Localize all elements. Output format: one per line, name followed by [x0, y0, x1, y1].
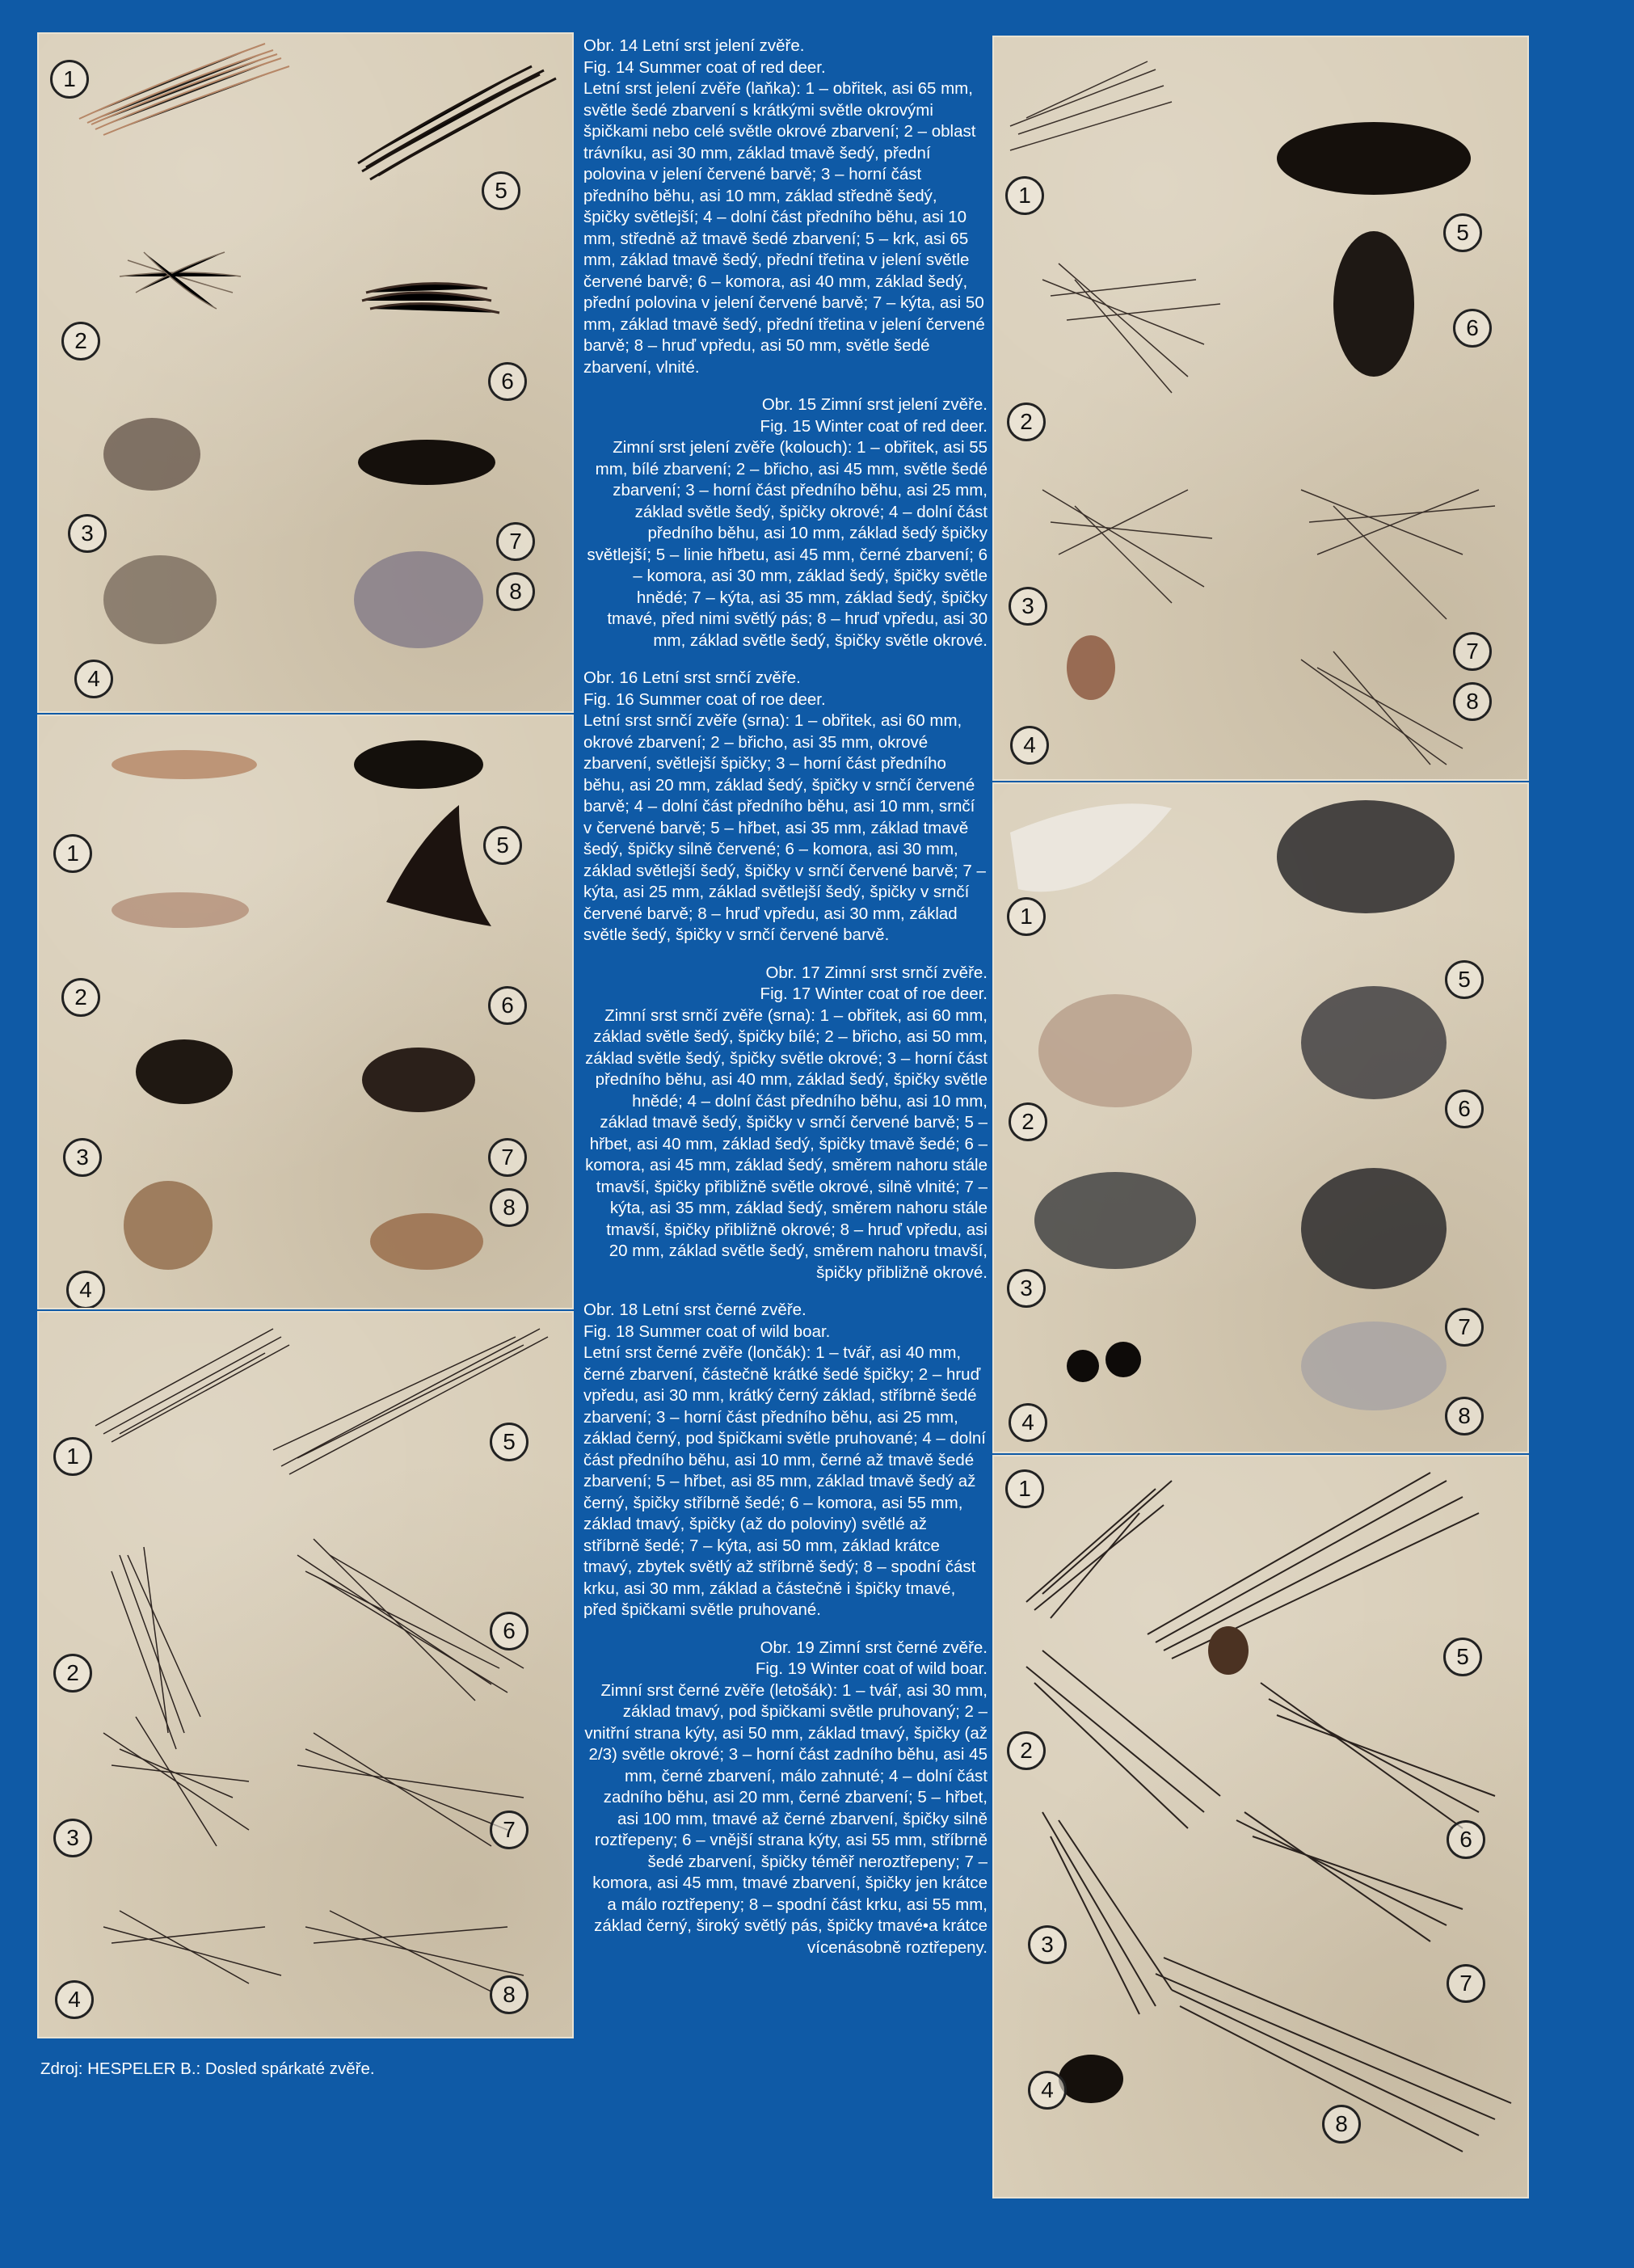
hair-samples-fig18 — [39, 1313, 574, 2038]
caption-title-cz: Obr. 17 Zimní srst srnčí zvěře. — [765, 963, 988, 982]
marker-8: 8 — [490, 1188, 529, 1227]
caption-fig15 — [583, 394, 988, 651]
marker-3: 3 — [63, 1138, 102, 1177]
marker-3: 3 — [53, 1819, 92, 1857]
marker-2: 2 — [1009, 1102, 1047, 1141]
caption-title-en: Fig. 18 Summer coat of wild boar. — [583, 1322, 831, 1341]
marker-3: 3 — [1009, 587, 1047, 626]
marker-5: 5 — [483, 826, 522, 865]
marker-3: 3 — [68, 514, 107, 553]
marker-2: 2 — [61, 322, 100, 360]
marker-3: 3 — [1007, 1269, 1046, 1308]
figure-14-photo — [37, 32, 574, 713]
marker-2: 2 — [1007, 1731, 1046, 1770]
caption-body: Letní srst jelení zvěře (laňka): 1 – obřitek, asi 65 mm, světle šedé zbarvení s krátkými světle okrovými špičkami nebo celé světle okrové zbarvení; 2 – oblast trávníku, asi 30 mm, základ tmavě šedý, přední polovina v jelení červené barvě; 3 – horní část předního běhu, asi 10 mm, základ středně šedý, špičky světlejší; 4 – dolní část předního běhu, asi 10 mm, středně až tmavě šedé zbarvení; 5 – krk, asi 65 mm, základ tmavě šedý, přední třetina v jelení světle červené barvě; 6 – komora, asi 40 mm, základ šedý, přední polovina v jelení červené barvě; 7 – kýta, asi 50 mm, základ tmavě šedý, přední třetina v jelení červené barvě; 8 – hruď vpředu, asi 50 mm, světle šedé zbarvení, vlnité. — [583, 79, 985, 377]
caption-body: Zimní srst černé zvěře (letošák): 1 – tvář, asi 30 mm, základ tmavý, pod špičkami světle pruhovaný; 2 – vnitřní strana kýty, asi 50 mm, základ tmavý, špičky (až 2/3) světle okrové; 3 – horní část zadního běhu, asi 45 mm, černé zbarvení, málo zahnuté; 4 – dolní část zadního běhu, asi 20 mm, černé zbarvení; 5 – hřbet, asi 100 mm, tmavé až černé zbarvení, špičky silně roztřepeny; 6 – vnější strana kýty, asi 55 mm, stříbrně šedé zbarvení, špičky téměř neroztřepeny; 7 – komora, asi 45 mm, tmavé zbarvení, špičky jen krátce a málo roztřepeny; 8 – spodní část krku, asi 55 mm, základ černý, široký světlý pás, špičky tmavé•a krátce vícenásobně roztřepeny. — [584, 1680, 988, 1957]
marker-6: 6 — [490, 1612, 529, 1650]
figure-19-photo — [992, 1455, 1529, 2198]
marker-2: 2 — [53, 1654, 92, 1693]
marker-6: 6 — [1445, 1090, 1484, 1128]
figure-16-photo — [37, 715, 574, 1309]
marker-1: 1 — [1007, 897, 1046, 936]
marker-7: 7 — [488, 1138, 527, 1177]
marker-4: 4 — [1010, 726, 1049, 765]
figure-15-photo — [992, 36, 1529, 781]
figure-18-photo — [37, 1311, 574, 2038]
marker-5: 5 — [1443, 213, 1482, 252]
marker-8: 8 — [496, 572, 535, 611]
marker-8: 8 — [1322, 2105, 1361, 2144]
marker-4: 4 — [55, 1980, 94, 2019]
marker-2: 2 — [1007, 403, 1046, 441]
marker-6: 6 — [1447, 1820, 1485, 1859]
marker-8: 8 — [1453, 682, 1492, 721]
caption-column — [583, 36, 988, 1975]
marker-5: 5 — [1445, 960, 1484, 999]
marker-1: 1 — [53, 1437, 92, 1476]
caption-fig14 — [583, 36, 988, 378]
caption-fig16 — [583, 668, 988, 946]
caption-title-en: Fig. 15 Winter coat of red deer. — [760, 416, 988, 436]
caption-title-en: Fig. 14 Summer coat of red deer. — [583, 57, 826, 77]
caption-fig18 — [583, 1300, 988, 1621]
marker-1: 1 — [1005, 1469, 1044, 1508]
caption-title-cz: Obr. 19 Zimní srst černé zvěře. — [760, 1638, 988, 1657]
marker-4: 4 — [66, 1271, 105, 1309]
marker-7: 7 — [1453, 632, 1492, 671]
marker-4: 4 — [1028, 2071, 1067, 2110]
marker-4: 4 — [74, 660, 113, 698]
marker-6: 6 — [1453, 309, 1492, 348]
marker-1: 1 — [50, 60, 89, 99]
marker-6: 6 — [488, 362, 527, 401]
caption-title-en: Fig. 16 Summer coat of roe deer. — [583, 689, 826, 709]
figure-17-photo — [992, 782, 1529, 1453]
caption-title-cz: Obr. 14 Letní srst jelení zvěře. — [583, 36, 805, 55]
caption-body: Letní srst srnčí zvěře (srna): 1 – obřitek, asi 60 mm, okrové zbarvení; 2 – břicho, asi 35 mm, okrové zbarvení, světlejší špičky; 3 – horní část předního běhu, asi 20 mm, základ šedý, špičky v srnčí červené barvě; 4 – dolní část předního běhu, asi 10 mm, srnčí v červené barvě; 5 – hřbet, asi 35 mm, základ tmavě šedý, špičky silně červené; 6 – komora, asi 30 mm, základ světlejší šedý, špičky v srnčí červené barvě; 7 – kýta, asi 25 mm, základ světlejší šedý, špičky v srnčí červené barvě; 8 – hruď vpředu, asi 30 mm, základ světle šedý, špičky v srnčí červené barvě. — [583, 711, 986, 944]
caption-fig17 — [583, 963, 988, 1284]
marker-8: 8 — [1445, 1397, 1484, 1435]
marker-2: 2 — [61, 978, 100, 1017]
marker-8: 8 — [490, 1975, 529, 2014]
source-credit: Zdroj: HESPELER B.: Dosled spárkaté zvěře. — [40, 2059, 375, 2078]
caption-title-cz: Obr. 15 Zimní srst jelení zvěře. — [761, 395, 988, 414]
marker-5: 5 — [490, 1423, 529, 1461]
marker-1: 1 — [53, 834, 92, 873]
caption-body: Letní srst černé zvěře (lončák): 1 – tvář, asi 40 mm, černé zbarvení, částečně krátké šedé špičky; 2 – hruď vpředu, asi 30 mm, krátký černý základ, stříbrně šedé zbarvení; 3 – horní část předního běhu, asi 25 mm, základ černý, pod špičkami světle pruhované; 4 – dolní část předního běhu, asi 10 mm, černé až tmavě šedé zbarvení; 5 – hřbet, asi 85 mm, základ tmavě šedý až černý, špičky stříbrně šedé; 6 – komora, asi 55 mm, základ tmavý, špičky (až do poloviny) světlé až stříbrně šedé; 7 – kýta, asi 50 mm, základ krátce tmavý, zbytek světlý až stříbrně šedý; 8 – spodní část krku, asi 30 mm, základ a částečně i špičky tmavé, před špičkami světle pruhované. — [583, 1343, 986, 1619]
marker-5: 5 — [482, 171, 520, 210]
marker-4: 4 — [1009, 1403, 1047, 1442]
marker-3: 3 — [1028, 1925, 1067, 1964]
marker-7: 7 — [496, 522, 535, 561]
caption-title-cz: Obr. 18 Letní srst černé zvěře. — [583, 1301, 806, 1319]
caption-title-en: Fig. 17 Winter coat of roe deer. — [760, 984, 988, 1003]
marker-7: 7 — [1445, 1308, 1484, 1347]
marker-7: 7 — [490, 1811, 529, 1849]
caption-body: Zimní srst jelení zvěře (kolouch): 1 – obřitek, asi 55 mm, bílé zbarvení; 2 – břicho, asi 45 mm, světle šedé zbarvení; 3 – horní část předního běhu, asi 25 mm, základ světle šedý, špičky okrové; 4 – dolní část předního běhu, asi 10 mm, základ šedý špičky světlejší; 5 – linie hřbetu, asi 45 mm, černé zbarvení; 6 – komora, asi 30 mm, základ šedý, špičky světle hnědé; 7 – kýta, asi 35 mm, základ šedý, špičky tmavé, před nimi světlý pás; 8 – hruď vpředu, asi 30 mm, základ světle šedý, špičky světle okrové. — [587, 438, 988, 650]
caption-fig19 — [583, 1638, 988, 1959]
marker-5: 5 — [1443, 1638, 1482, 1676]
hair-samples-fig15 — [994, 37, 1529, 781]
marker-1: 1 — [1005, 176, 1044, 215]
caption-body: Zimní srst srnčí zvěře (srna): 1 – obřitek, asi 60 mm, základ světle šedý, špičky bílé; 2 – břicho, asi 50 mm, základ světle šedý, špičky světle okrové; 3 – horní část předního běhu, asi 40 mm, základ šedý, špičky světle hnědé; 4 – dolní část předního běhu, asi 10 mm, základ tmavě šedý, špičky v srnčí červené barvě; 5 – hřbet, asi 40 mm, základ šedý, špičky tmavě šedé; 6 – komora, asi 45 mm, základ šedý, směrem nahoru stále tmavší, špičky přibližně světle okrové, silně vlnité; 7 – kýta, asi 35 mm, základ šedý, směrem nahoru stále tmavší, špičky přibližně okrové; 8 – hruď vpředu, asi 20 mm, základ světle šedý, směrem nahoru tmavší, špičky přibližně okrové. — [585, 1005, 988, 1282]
marker-6: 6 — [488, 986, 527, 1025]
caption-title-cz: Obr. 16 Letní srst srnčí zvěře. — [583, 668, 801, 687]
caption-title-en: Fig. 19 Winter coat of wild boar. — [755, 1659, 988, 1678]
hair-samples-fig19 — [994, 1456, 1529, 2198]
marker-7: 7 — [1447, 1964, 1485, 2003]
